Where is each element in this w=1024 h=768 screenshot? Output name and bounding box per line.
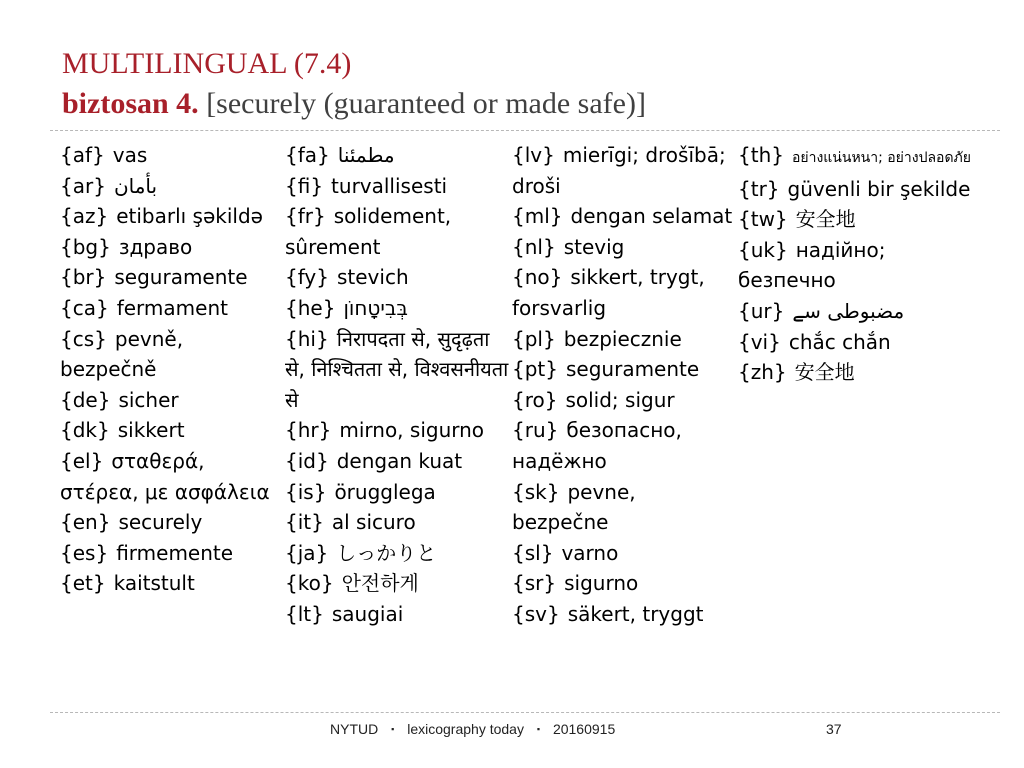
slide-heading: MULTILINGUAL (7.4) — [62, 47, 352, 80]
language-code: {ml} — [512, 204, 563, 229]
translation-entry — [285, 415, 510, 446]
translation-text: mierīgi; drošībā; droši — [512, 143, 726, 198]
language-code: {cs} — [60, 326, 107, 351]
footer-source: NYTUD — [330, 721, 379, 737]
translation-text: 安全地 — [795, 207, 856, 232]
translation-entry — [512, 415, 734, 476]
translation-entry — [60, 446, 275, 507]
language-code: {br} — [60, 265, 107, 290]
translation-text: sikkert, trygt, forsvarlig — [512, 265, 705, 320]
translation-text: sikkert — [117, 418, 185, 443]
translation-text: saugiai — [331, 601, 404, 626]
translation-entry — [60, 538, 275, 569]
translation-entry — [512, 599, 734, 630]
translation-entry — [285, 201, 510, 262]
translation-entry — [738, 140, 978, 174]
translation-entry — [512, 477, 734, 538]
translation-text: solid; sigur — [565, 387, 675, 412]
translation-text: dengan selamat — [570, 204, 733, 229]
language-code: {no} — [512, 265, 563, 290]
translation-entry — [285, 446, 510, 477]
translation-text: säkert, tryggt — [567, 601, 704, 626]
translation-entry — [512, 201, 734, 232]
translation-entry — [60, 171, 275, 202]
translation-entry — [285, 140, 510, 171]
language-code: {af} — [60, 143, 105, 167]
translation-text: здраво — [118, 234, 193, 259]
translation-entry — [60, 293, 275, 324]
translation-entry — [285, 324, 510, 416]
translation-text: vas — [112, 143, 148, 167]
translation-text: firmemente — [116, 540, 234, 565]
footer-topic: lexicography today — [407, 721, 524, 737]
translation-text: しっかりと — [336, 540, 437, 565]
translation-column-1 — [60, 140, 275, 599]
translation-text: turvallisesti — [331, 173, 448, 198]
language-code: {fy} — [285, 265, 329, 290]
translation-column-4 — [738, 140, 978, 388]
translation-text: pevne, bezpečne — [512, 479, 636, 535]
translation-text: varno — [561, 540, 619, 565]
translation-entry — [285, 171, 510, 202]
language-code: {nl} — [512, 234, 556, 259]
translation-entry — [60, 568, 275, 599]
slide-footer — [330, 718, 750, 740]
language-code: {vi} — [738, 329, 781, 354]
language-code: {id} — [285, 448, 329, 473]
footer-date: 20160915 — [552, 721, 616, 737]
translation-text: mirno, sigurno — [339, 418, 485, 443]
language-code: {is} — [285, 479, 327, 504]
translation-text: etibarlı şəkildə — [116, 204, 263, 229]
translation-entry — [60, 201, 275, 232]
translation-entry — [738, 327, 978, 358]
translation-entry — [285, 568, 510, 599]
language-code: {dk} — [60, 418, 110, 443]
translation-entry — [512, 262, 734, 323]
language-code: {ur} — [738, 298, 785, 323]
footer-separator-icon: ▪ — [536, 724, 541, 734]
translation-entry — [512, 324, 734, 355]
translation-text: مطمئنا — [337, 143, 395, 167]
translation-entry — [738, 296, 978, 327]
translation-text: надійно; безпечно — [738, 237, 886, 293]
language-code: {az} — [60, 204, 109, 229]
translation-entry — [512, 232, 734, 263]
language-code: {ja} — [285, 540, 329, 565]
translation-entry — [512, 385, 734, 416]
translation-entry — [60, 140, 275, 171]
translation-entry — [285, 538, 510, 569]
language-code: {it} — [285, 510, 324, 535]
translation-entry — [60, 415, 275, 446]
translation-entry — [285, 262, 510, 293]
language-code: {sl} — [512, 540, 554, 565]
translation-text: stevig — [563, 234, 625, 259]
language-code: {sv} — [512, 601, 560, 626]
translation-text: bezpiecznie — [563, 326, 682, 351]
translation-text: örugglega — [334, 479, 436, 504]
language-code: {pt} — [512, 357, 558, 382]
language-code: {de} — [60, 387, 111, 412]
footer-separator-icon: ▪ — [391, 724, 395, 734]
language-code: {th} — [738, 143, 784, 167]
translation-entry — [512, 538, 734, 569]
translation-text: בְּבִיטָחוֹן — [343, 295, 408, 320]
translation-text: بأمان — [113, 173, 158, 198]
translation-text: pevně, bezpečně — [60, 326, 184, 382]
language-code: {sk} — [512, 479, 560, 504]
headword: biztosan 4. — [62, 87, 199, 120]
translation-text: chắc chắn — [788, 329, 891, 354]
translation-entry — [738, 204, 978, 235]
translation-entry — [285, 477, 510, 508]
translation-entry — [60, 507, 275, 538]
translation-entry — [60, 262, 275, 293]
translation-text: securely — [118, 510, 203, 535]
language-code: {uk} — [738, 237, 788, 262]
translation-text: solidement, sûrement — [285, 204, 452, 259]
language-code: {bg} — [60, 234, 111, 259]
translation-entry — [60, 385, 275, 416]
translation-entry — [285, 293, 510, 324]
language-code: {zh} — [738, 360, 787, 385]
language-code: {ru} — [512, 418, 559, 443]
translation-text: dengan kuat — [336, 448, 463, 473]
slide-subheading — [62, 84, 1002, 124]
headword-gloss: [securely (guaranteed or made safe)] — [206, 87, 646, 120]
language-code: {tw} — [738, 207, 788, 232]
translation-text: seguramente — [566, 357, 700, 382]
translation-entry — [738, 174, 978, 205]
translation-text: sicher — [118, 387, 179, 412]
translation-text: อย่างแน่นหนา; อย่างปลอดภัย — [791, 150, 971, 166]
bottom-divider — [50, 712, 1000, 713]
translation-entry — [60, 324, 275, 385]
language-code: {lt} — [285, 601, 324, 626]
slide-title — [62, 44, 1002, 124]
translation-text: 안전하게 — [341, 571, 419, 596]
translation-entry — [738, 235, 978, 296]
translation-text: fermament — [116, 295, 228, 320]
translation-text: seguramente — [114, 265, 248, 290]
translation-entry — [512, 354, 734, 385]
translation-text: 安全地 — [794, 360, 855, 385]
translation-text: مضبوطی سے — [792, 298, 905, 323]
language-code: {et} — [60, 571, 106, 596]
translation-text: निरापदता से, सुदृढ़ता से, निश्चितता से, विश्वसनीयता से — [285, 326, 509, 412]
language-code: {fi} — [285, 173, 324, 198]
translation-entry — [60, 232, 275, 263]
language-code: {ca} — [60, 295, 109, 320]
top-divider — [50, 130, 1000, 131]
translation-column-2 — [285, 140, 510, 630]
translation-text: σταθερά, στέρεα, με ασφάλεια — [60, 448, 270, 504]
language-code: {pl} — [512, 326, 556, 351]
language-code: {fr} — [285, 204, 326, 229]
translation-column-3 — [512, 140, 734, 630]
translation-text: al sicuro — [331, 510, 416, 535]
language-code: {ar} — [60, 173, 106, 198]
language-code: {es} — [60, 540, 109, 565]
language-code: {sr} — [512, 571, 557, 596]
translation-text: güvenli bir şekilde — [787, 176, 971, 201]
translation-text: stevich — [336, 265, 409, 290]
translation-text: sigurno — [564, 571, 639, 596]
language-code: {ko} — [285, 571, 334, 596]
translation-entry — [738, 357, 978, 388]
language-code: {fa} — [285, 143, 330, 167]
language-code: {en} — [60, 510, 111, 535]
translation-text: kaitstult — [113, 571, 195, 596]
language-code: {el} — [60, 448, 104, 473]
page-number: 37 — [826, 721, 842, 737]
language-code: {hr} — [285, 418, 332, 443]
translation-entry — [285, 507, 510, 538]
language-code: {he} — [285, 295, 336, 320]
language-code: {ro} — [512, 387, 558, 412]
translation-entry — [512, 568, 734, 599]
language-code: {hi} — [285, 326, 329, 351]
translation-entry — [512, 140, 734, 201]
translation-text: безопасно, надёжно — [512, 418, 682, 473]
language-code: {tr} — [738, 176, 780, 201]
language-code: {lv} — [512, 143, 555, 167]
translation-entry — [285, 599, 510, 630]
